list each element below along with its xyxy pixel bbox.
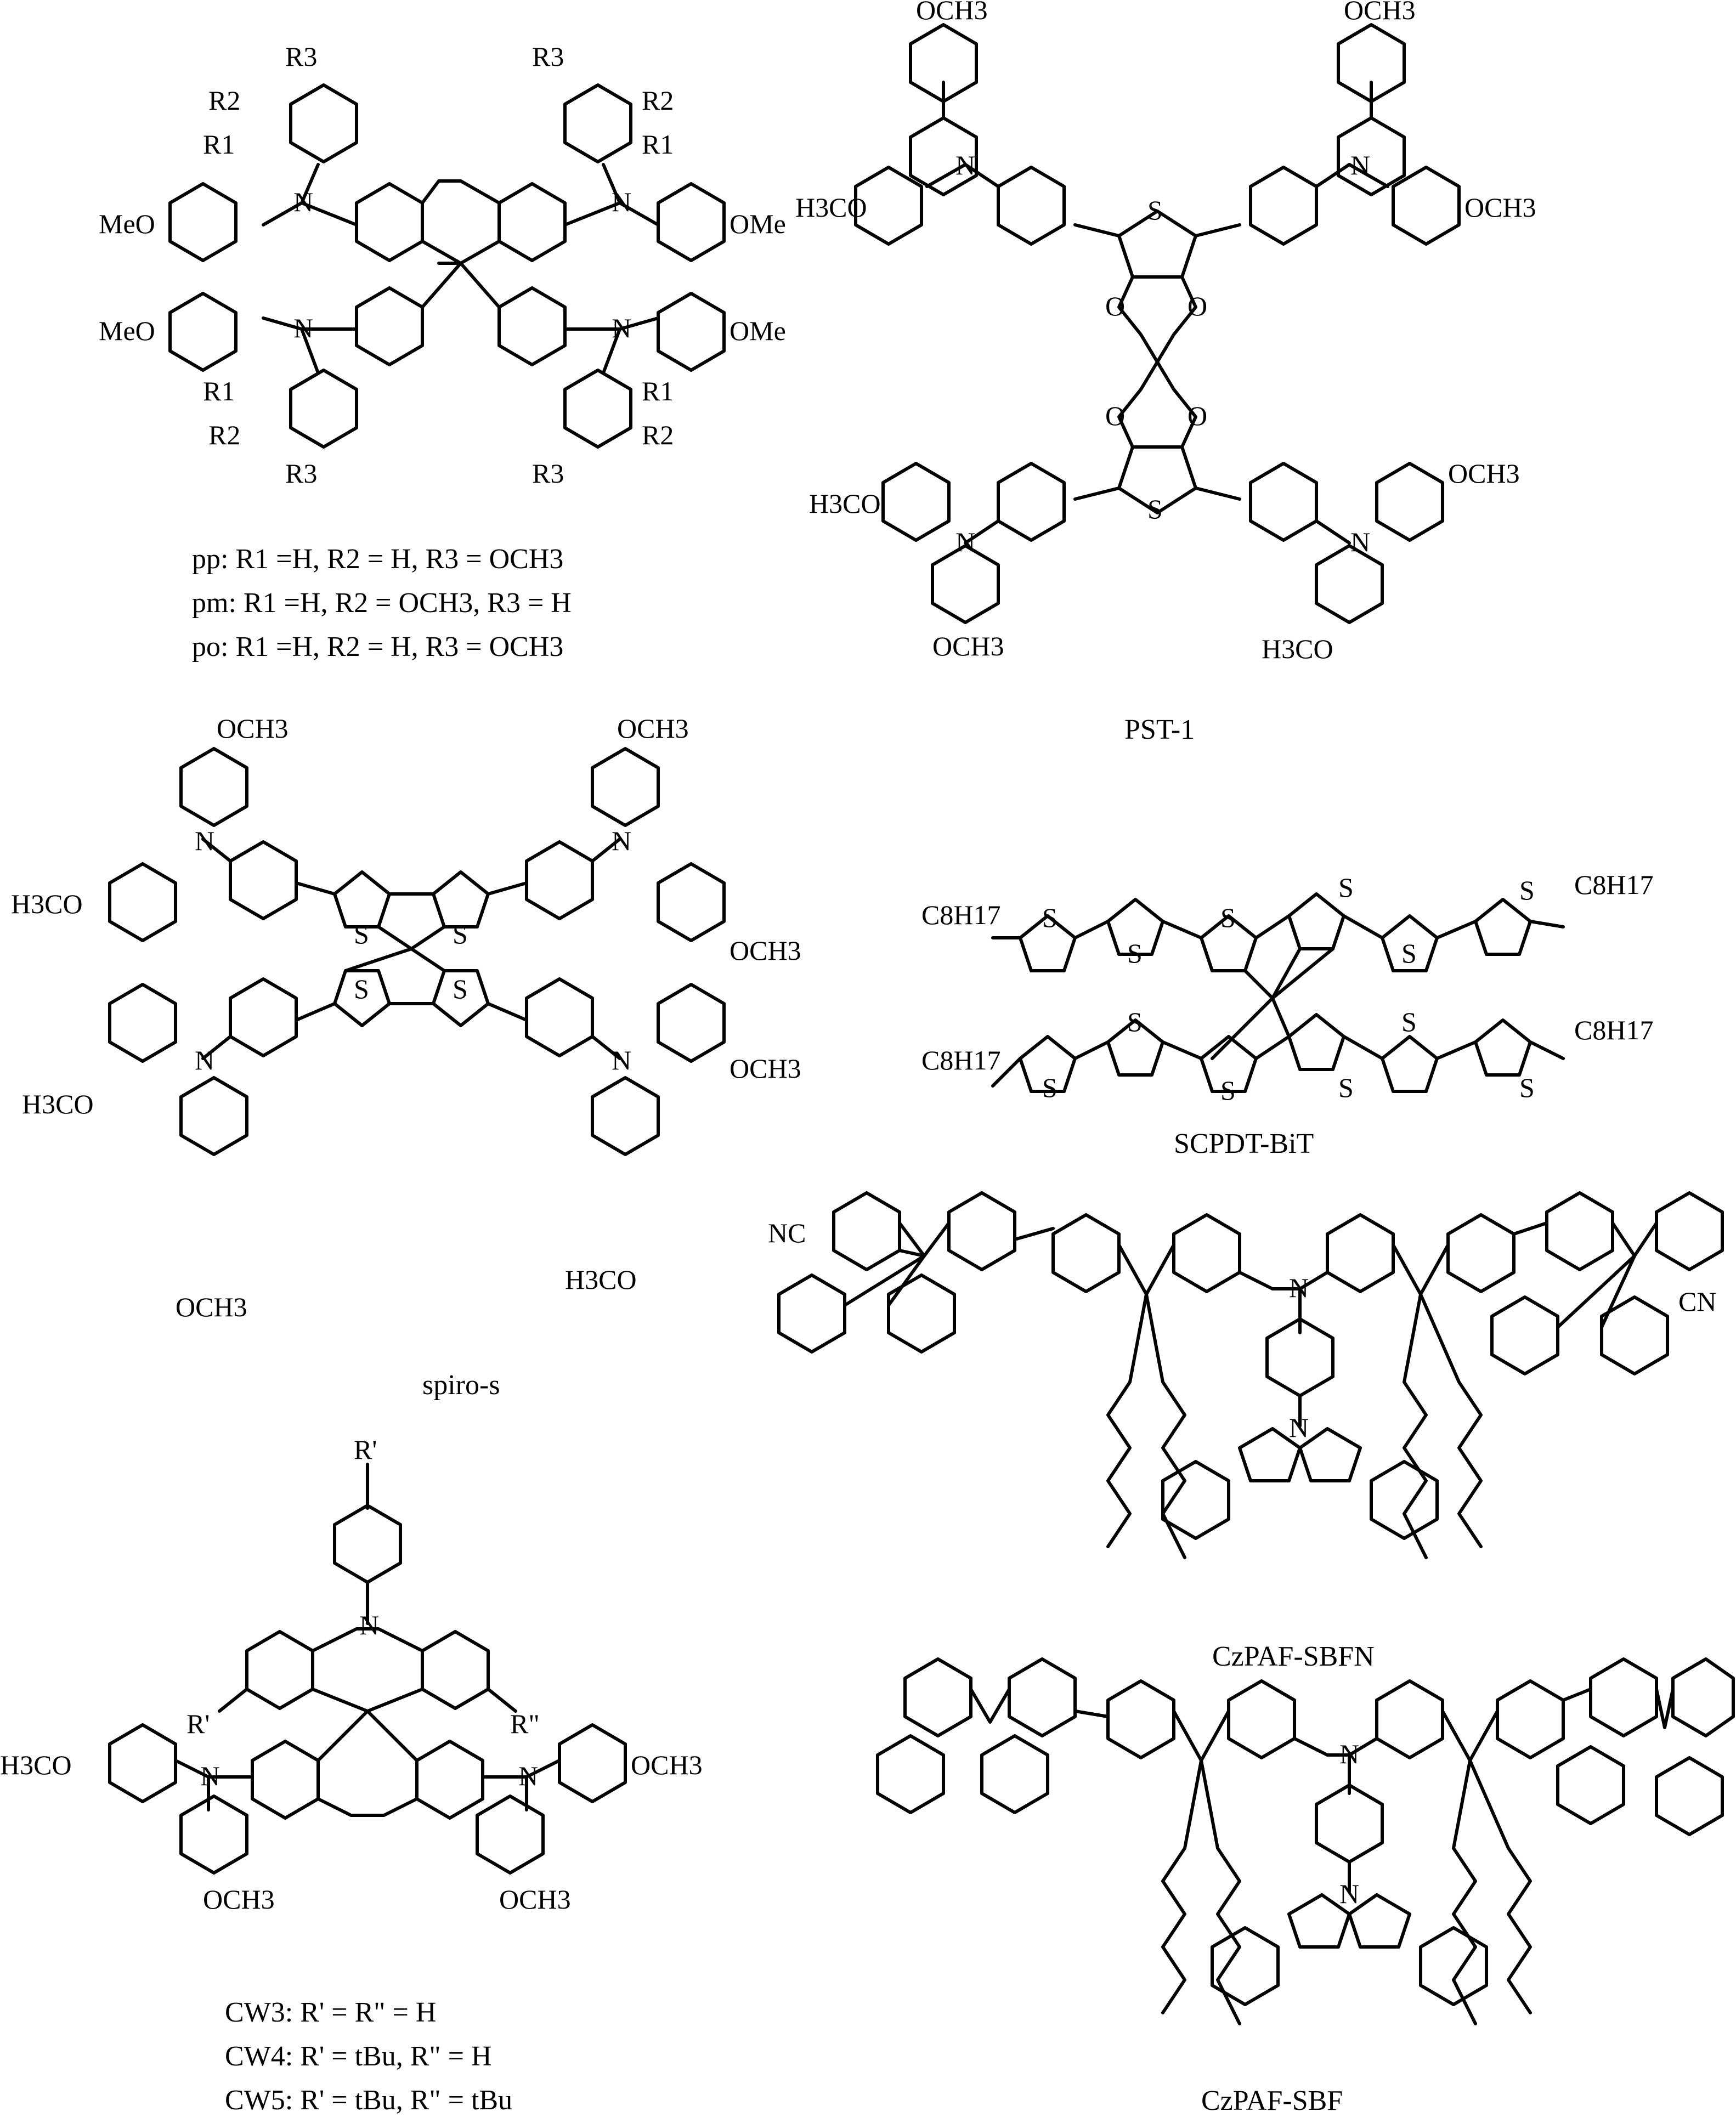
legend-text: R' = tBu, R" = H (300, 2041, 492, 2072)
compound-czpaf-sbf (856, 1656, 1733, 2122)
atom-r-prime-side: R' (186, 1708, 210, 1739)
compound-czpaf-sbfn (746, 1174, 1722, 1678)
atom-sulfur-6: S (1519, 875, 1535, 905)
atom-r2-upper-right: R2 (642, 85, 674, 116)
atom-nitrogen-2: N (1339, 1878, 1360, 1909)
atom-r3-upper-left: R3 (285, 41, 318, 72)
atom-nitrogen-4: N (1350, 526, 1371, 557)
atom-nitrogen-acridine: N (359, 1610, 380, 1640)
atom-alkyl-4: C8H17 (1574, 1015, 1654, 1045)
atom-methoxy-left-3: H3CO (565, 1264, 637, 1295)
atom-sulfur-7: S (1042, 1072, 1058, 1103)
atom-sulfur-3: S (354, 973, 369, 1004)
atom-r2-lower-right: R2 (642, 420, 674, 450)
atom-r1-lower-left: R1 (203, 376, 235, 406)
legend-name: pp: (192, 544, 229, 575)
atom-sulfur-2: S (1147, 494, 1163, 524)
atom-nitrogen-3: N (293, 313, 314, 343)
atom-methoxy-3: OCH3 (1464, 192, 1536, 223)
atom-oxygen-1: O (1105, 291, 1126, 321)
atom-nitrile-right: CN (1678, 1286, 1717, 1317)
legend-row-cw5 (225, 2079, 512, 2122)
atom-methoxy-lower-right: OMe (730, 315, 786, 346)
atom-methoxy-left-2: H3CO (22, 1089, 94, 1119)
atom-sulfur-10: S (1338, 1072, 1354, 1103)
atom-sulfur-4: S (453, 973, 468, 1004)
atom-methoxy-2: OCH3 (617, 713, 689, 744)
atom-sulfur-2: S (1127, 938, 1143, 969)
atom-nitrogen-2: N (1350, 150, 1371, 180)
atom-nitrogen-4: N (612, 313, 632, 343)
atom-methoxy-5: OCH3 (932, 631, 1004, 661)
atom-methoxy-left-1: H3CO (795, 192, 867, 223)
atom-oxygen-3: O (1105, 400, 1126, 431)
atom-r2-upper-left: R2 (208, 85, 241, 116)
structure-czpaf-sbfn (746, 1174, 1722, 1623)
legend-pp-pm-po (192, 537, 572, 669)
atom-r3-lower-right: R3 (532, 458, 564, 489)
atom-methoxy-3: OCH3 (730, 935, 801, 966)
atom-sulfur-12: S (1519, 1072, 1535, 1103)
atom-methoxy-left-1: H3CO (11, 888, 83, 919)
atom-r-double-prime: R" (510, 1708, 540, 1739)
atom-methoxy-left: H3CO (0, 1750, 72, 1780)
legend-text: R1 =H, R2 = H, R3 = OCH3 (235, 544, 564, 575)
atom-methoxy-1: OCH3 (916, 0, 988, 25)
legend-name: CW3: (225, 1997, 293, 2028)
compound-spiro-s (0, 713, 856, 1404)
atom-methoxy-upper-right: OMe (730, 208, 786, 239)
caption-scpdt-bit: SCPDT-BiT (1174, 1128, 1314, 1159)
atom-sulfur-1: S (1042, 902, 1058, 933)
atom-r1-lower-right: R1 (642, 376, 674, 406)
atom-methoxy-left-3: H3CO (1262, 633, 1333, 664)
atom-nitrogen-4: N (612, 1045, 632, 1075)
atom-methoxy-upper-left: MeO (99, 208, 155, 239)
atom-r2-lower-left: R2 (208, 420, 241, 450)
atom-nitrogen-1: N (1289, 1272, 1309, 1303)
structure-pst-1 (795, 0, 1706, 713)
atom-nitrogen-1: N (293, 186, 314, 217)
atom-methoxy-left-2: H3CO (809, 488, 881, 519)
atom-sulfur-8: S (1127, 1006, 1143, 1037)
atom-r3-lower-left: R3 (285, 458, 318, 489)
atom-methoxy-lower-left: MeO (99, 315, 155, 346)
atom-nitrogen-2: N (612, 186, 632, 217)
atom-nitrogen-1: N (955, 150, 976, 180)
atom-nitrogen-3: N (195, 1045, 215, 1075)
atom-sulfur-1: S (1147, 195, 1163, 225)
atom-methoxy-bottom-left: OCH3 (203, 1884, 275, 1915)
atom-nitrogen-1: N (1339, 1739, 1360, 1769)
atom-nitrogen-1: N (195, 825, 215, 856)
atom-sulfur-5: S (1401, 938, 1417, 969)
compound-pst-1 (795, 0, 1706, 768)
atom-nitrogen-left: N (200, 1760, 220, 1791)
legend-name: CW4: (225, 2041, 293, 2072)
atom-sulfur-2: S (453, 919, 468, 949)
atom-methoxy-right: OCH3 (631, 1750, 703, 1780)
legend-name: pm: (192, 587, 236, 619)
atom-r1-upper-right: R1 (642, 129, 674, 160)
atom-alkyl-2: C8H17 (1574, 869, 1654, 900)
atom-r3-upper-right: R3 (532, 41, 564, 72)
legend-text: R' = R" = H (300, 1997, 437, 2028)
atom-sulfur-9: S (1220, 1075, 1236, 1106)
legend-row-pm (192, 581, 572, 625)
atom-nitrogen-2: N (1289, 1412, 1309, 1443)
compound-scpdt-bit (911, 823, 1706, 1218)
compound-pp-pm-po (82, 22, 795, 697)
atom-methoxy-4: OCH3 (1448, 458, 1520, 489)
legend-cw (225, 1991, 512, 2122)
atom-sulfur-1: S (354, 919, 369, 949)
structure-czpaf-sbf (856, 1656, 1733, 2084)
atom-methoxy-bottom-right: OCH3 (499, 1884, 571, 1915)
atom-nitrogen-2: N (612, 825, 632, 856)
atom-nitrogen-3: N (955, 526, 976, 557)
legend-row-cw3 (225, 1991, 512, 2035)
atom-oxygen-4: O (1188, 400, 1208, 431)
atom-sulfur-3: S (1220, 902, 1236, 933)
legend-name: CW5: (225, 2085, 293, 2116)
compound-cw (0, 1434, 713, 2117)
atom-oxygen-2: O (1188, 291, 1208, 321)
legend-text: R' = tBu, R" = tBu (300, 2085, 513, 2116)
atom-r-prime-top: R' (354, 1434, 377, 1465)
atom-methoxy-4: OCH3 (730, 1053, 801, 1084)
atom-methoxy-5: OCH3 (176, 1292, 247, 1322)
legend-text: R1 =H, R2 = H, R3 = OCH3 (235, 631, 564, 663)
structure-cw (0, 1434, 713, 1985)
caption-czpaf-sbf: CzPAF-SBF (1201, 2085, 1343, 2116)
atom-sulfur-4: S (1338, 872, 1354, 903)
caption-pst-1: PST-1 (1124, 714, 1195, 745)
structure-scpdt-bit (911, 823, 1706, 1152)
atom-methoxy-1: OCH3 (217, 713, 289, 744)
legend-text: R1 =H, R2 = OCH3, R3 = H (243, 587, 572, 619)
legend-row-pp (192, 537, 572, 581)
caption-czpaf-sbfn: CzPAF-SBFN (1212, 1641, 1375, 1672)
atom-alkyl-3: C8H17 (921, 1045, 1001, 1075)
legend-row-cw4 (225, 2035, 512, 2079)
legend-name: po: (192, 631, 229, 663)
structure-spiro-s (0, 713, 856, 1338)
atom-r1-upper-left: R1 (203, 129, 235, 160)
caption-spiro-s: spiro-s (422, 1369, 500, 1401)
atom-nitrogen-right: N (518, 1760, 539, 1791)
atom-nitrile-left: NC (768, 1218, 806, 1248)
atom-sulfur-11: S (1401, 1006, 1417, 1037)
legend-row-po (192, 625, 572, 669)
atom-methoxy-2: OCH3 (1344, 0, 1416, 25)
structure-pp-pm-po (82, 22, 795, 505)
atom-alkyl-1: C8H17 (921, 899, 1001, 930)
